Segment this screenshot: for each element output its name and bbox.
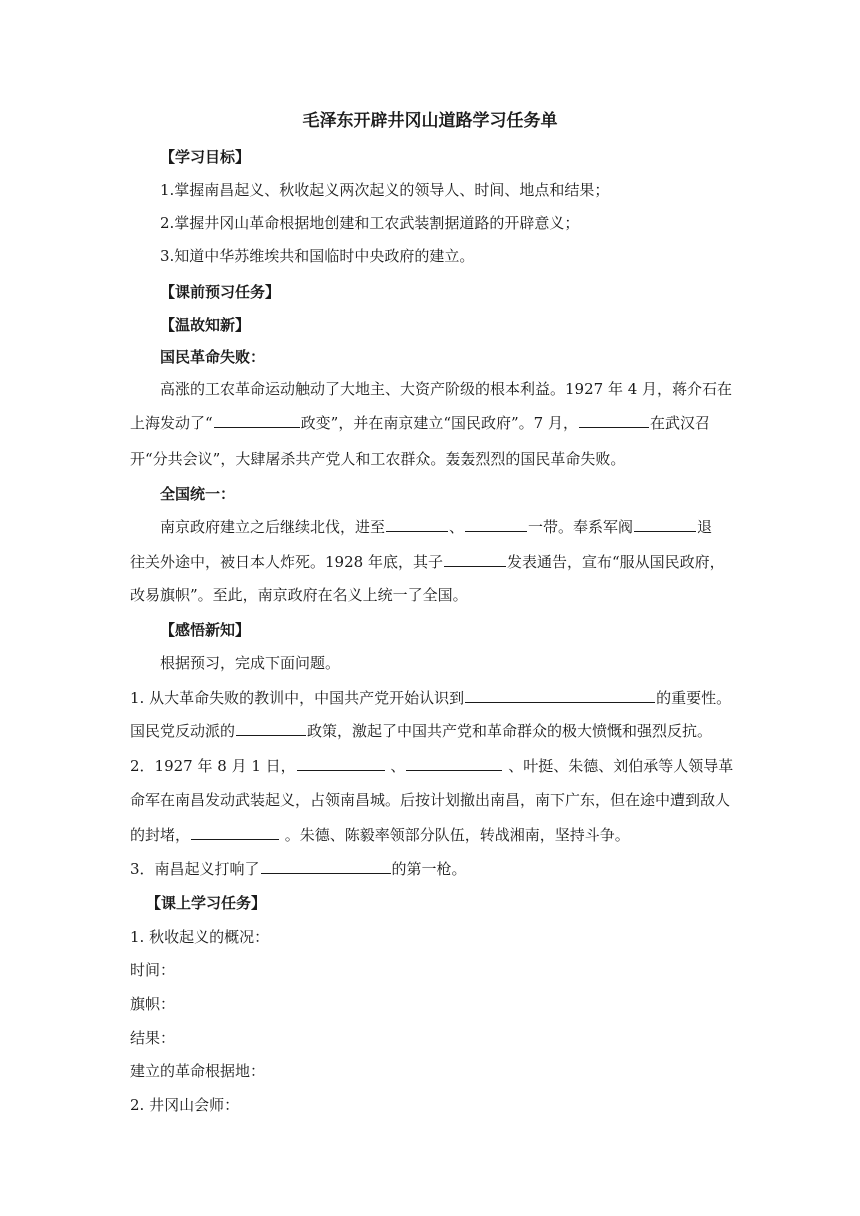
text-segment: 政策，激起了中国共产党和革命群众的极大愤慨和强烈反抗。	[307, 722, 713, 740]
text-segment: 、	[449, 518, 465, 536]
unification-subheading: 全国统一：	[160, 485, 236, 503]
task-flag-label: 旗帜：	[130, 995, 176, 1013]
question-2-cont-1: 命军在南昌发动武装起义，占领南昌城。后按计划撤出南昌，南下广东，但在途中遭到敌人	[130, 791, 731, 809]
fill-blank[interactable]	[579, 412, 649, 428]
fill-blank[interactable]	[634, 516, 696, 532]
objective-item-2: 2.掌握井冈山革命根据地创建和工农武装割据道路的开辟意义；	[160, 214, 580, 232]
failure-line-2	[130, 412, 710, 432]
question-2-cont-2	[130, 824, 630, 844]
review-heading: 【温故知新】	[160, 316, 251, 334]
fill-blank[interactable]	[465, 516, 527, 532]
text-segment: 。朱德、陈毅率领部分队伍，转战湘南，坚持斗争。	[280, 826, 630, 844]
text-segment: 国民党反动派的	[130, 722, 236, 740]
objective-item-3: 3.知道中华苏维埃共和国临时中央政府的建立。	[160, 247, 475, 265]
page-title: 毛泽东开辟井冈山道路学习任务单	[302, 111, 558, 131]
question-1	[130, 687, 731, 707]
fill-blank[interactable]	[261, 858, 391, 874]
text-segment: 政变”，并在南京建立“国民政府”。7 月，	[300, 414, 578, 432]
objective-item-1: 1.掌握南昌起义、秋收起义两次起义的领导人、时间、地点和结果；	[160, 181, 610, 199]
preview-heading: 【课前预习任务】	[160, 283, 281, 301]
fill-blank[interactable]	[444, 551, 506, 567]
text-segment: 上海发动了“	[130, 414, 213, 432]
text-segment: 退	[697, 518, 713, 536]
class-task-1: 1. 秋收起义的概况：	[130, 928, 270, 946]
text-segment: 在武汉召	[650, 414, 711, 432]
question-3	[130, 858, 467, 878]
failure-subheading: 国民革命失败：	[160, 348, 266, 366]
text-segment: 一带。奉系军阀	[528, 518, 634, 536]
task-result-label: 结果：	[130, 1029, 176, 1047]
fill-blank[interactable]	[406, 755, 502, 771]
new-knowledge-heading: 【感悟新知】	[160, 621, 251, 639]
unification-line-3: 改易旗帜”。至此，南京政府在名义上统一了全国。	[130, 586, 468, 604]
question-2	[130, 755, 733, 775]
text-segment: 1. 从大革命失败的教训中，中国共产党开始认识到	[130, 689, 465, 707]
text-segment: 的重要性。	[656, 689, 732, 707]
text-segment: 往关外途中，被日本人炸死。1928 年底，其子	[130, 553, 443, 571]
unification-line-1	[160, 516, 712, 536]
class-tasks-heading: 【课上学习任务】	[146, 894, 267, 912]
task-base-label: 建立的革命根据地：	[130, 1062, 266, 1080]
text-segment: 发表通告，宣布“服从国民政府，	[506, 553, 725, 571]
failure-line-1: 高涨的工农革命运动触动了大地主、大资产阶级的根本利益。1927 年 4 月，蒋介石在	[160, 380, 733, 398]
text-segment: 的第一枪。	[391, 860, 467, 878]
fill-blank[interactable]	[465, 687, 655, 703]
instruction-text: 根据预习，完成下面问题。	[160, 654, 341, 672]
text-segment: 3．南昌起义打响了	[130, 860, 260, 878]
task-time-label: 时间：	[130, 961, 176, 979]
fill-blank[interactable]	[236, 720, 306, 736]
class-task-2: 2. 井冈山会师：	[130, 1096, 240, 1114]
text-segment: 2．1927 年 8 月 1 日，	[130, 757, 296, 775]
question-1-cont	[130, 720, 712, 740]
text-segment: 南京政府建立之后继续北伐，进至	[160, 518, 386, 536]
fill-blank[interactable]	[386, 516, 448, 532]
fill-blank[interactable]	[297, 755, 385, 771]
failure-line-3: 开“分共会议”，大肆屠杀共产党人和工农群众。轰轰烈烈的国民革命失败。	[130, 450, 626, 468]
text-segment: 的封堵，	[130, 826, 191, 844]
objectives-heading: 【学习目标】	[160, 148, 251, 166]
fill-blank[interactable]	[214, 412, 300, 428]
text-segment: 、	[385, 757, 406, 775]
text-segment: 、叶挺、朱德、刘伯承等人领导革	[503, 757, 734, 775]
unification-line-2	[130, 551, 725, 571]
fill-blank[interactable]	[191, 824, 279, 840]
